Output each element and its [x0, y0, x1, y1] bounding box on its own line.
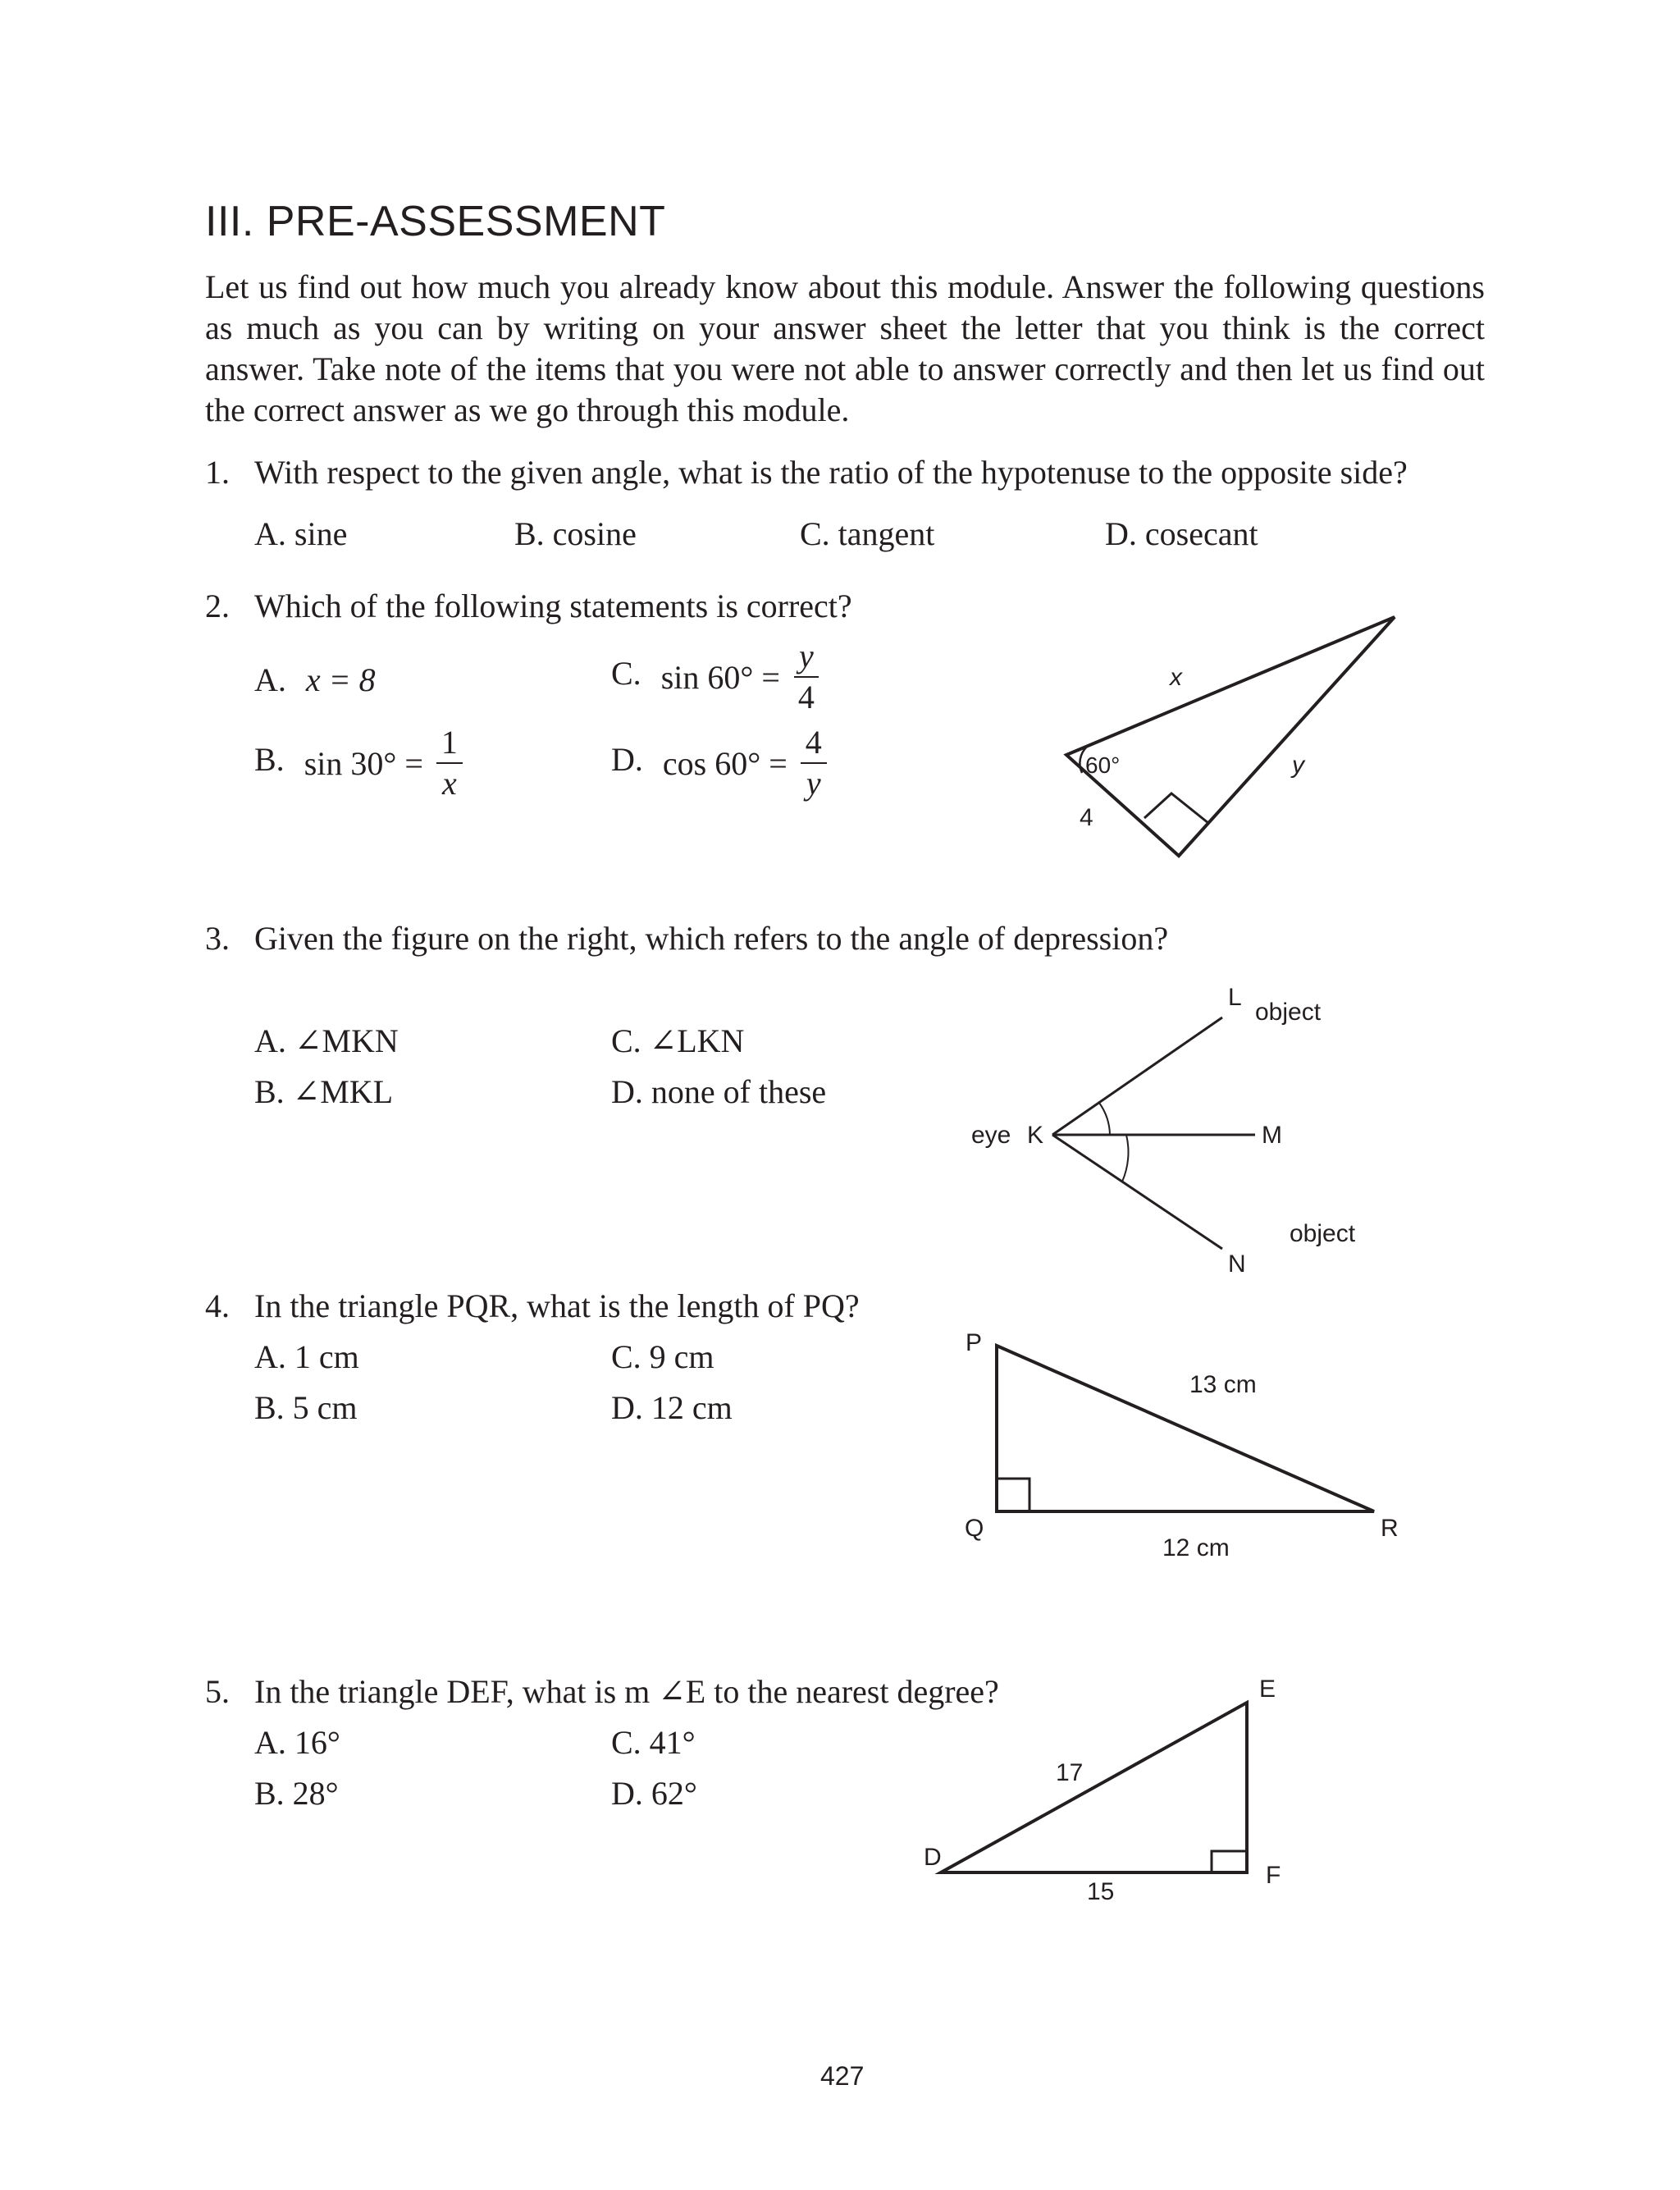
- q2-option-b-letter: B.: [254, 741, 285, 779]
- question-1-text: With respect to the given angle, what is the ratio of the hypotenuse to the opposite side?: [254, 454, 1408, 491]
- q2-option-a-letter: A.: [254, 661, 286, 698]
- question-3-number: 3.: [205, 920, 230, 957]
- q3-label-n: N: [1228, 1250, 1246, 1278]
- q4-label-base: 12 cm: [1162, 1534, 1230, 1561]
- q4-label-p: P: [966, 1329, 983, 1356]
- q2-option-c-letter: C.: [611, 655, 641, 693]
- q4-option-a: A. 1 cm: [254, 1338, 359, 1375]
- q3-line-kn: [1052, 1135, 1222, 1249]
- q2-right-angle-marker: [1144, 793, 1208, 856]
- question-5-number: 5.: [205, 1673, 230, 1710]
- question-5-text: In the triangle DEF, what is m ∠E to the nearest degree?: [254, 1673, 999, 1710]
- q3-option-b: B. ∠MKL: [254, 1073, 394, 1110]
- q4-label-r: R: [1381, 1515, 1399, 1542]
- q5-option-a: A. 16°: [254, 1724, 340, 1761]
- question-4-text: In the triangle PQR, what is the length of PQ?: [254, 1287, 860, 1324]
- q3-label-l: L: [1228, 984, 1242, 1011]
- q3-label-object-bottom: object: [1290, 1220, 1356, 1247]
- q4-option-d: D. 12 cm: [611, 1389, 733, 1426]
- page-number: 427: [820, 2061, 865, 2091]
- q5-option-c: C. 41°: [611, 1724, 696, 1761]
- q5-label-hyp: 17: [1056, 1759, 1084, 1786]
- q2-option-c-denominator: 4: [797, 679, 815, 716]
- q2-option-b-lhs: sin 30° =: [304, 744, 423, 782]
- q4-label-hyp: 13 cm: [1189, 1371, 1257, 1398]
- q3-line-kl: [1052, 1017, 1222, 1135]
- q2-label-60: 60°: [1085, 752, 1121, 778]
- q3-option-d: D. none of these: [611, 1073, 827, 1110]
- q5-figure: [941, 1703, 1247, 1872]
- section-title: III. PRE-ASSESSMENT: [205, 198, 666, 245]
- q4-figure: [997, 1346, 1374, 1511]
- q5-label-f: F: [1266, 1862, 1281, 1889]
- q3-angle-arc-upper: [1099, 1103, 1110, 1135]
- q5-triangle: [941, 1703, 1247, 1872]
- q3-label-object-top: object: [1255, 999, 1322, 1026]
- q2-triangle-figure: [1066, 617, 1395, 856]
- q5-label-base: 15: [1087, 1878, 1115, 1905]
- q5-option-b: B. 28°: [254, 1775, 339, 1812]
- q5-option-d: D. 62°: [611, 1775, 697, 1812]
- q2-option-d-denominator: y: [806, 765, 821, 802]
- q4-right-angle-marker: [997, 1479, 1029, 1511]
- q1-option-a: A. sine: [254, 515, 348, 552]
- q2-option-d-lhs: cos 60° =: [662, 744, 788, 782]
- q3-option-a: A. ∠MKN: [254, 1022, 399, 1059]
- q2-option-b-denominator: x: [442, 765, 457, 802]
- q3-label-m: M: [1262, 1122, 1282, 1149]
- q3-label-k: K: [1027, 1122, 1044, 1149]
- q3-option-c: C. ∠LKN: [611, 1022, 745, 1059]
- q3-angle-arc-lower: [1122, 1135, 1128, 1182]
- q5-label-d: D: [924, 1844, 942, 1871]
- q2-triangle: [1066, 617, 1395, 856]
- q2-label-x: x: [1170, 664, 1182, 691]
- question-2-number: 2.: [205, 588, 230, 624]
- q2-option-d-numerator: 4: [801, 726, 827, 764]
- q2-option-c-numerator: y: [794, 640, 819, 678]
- intro-paragraph: Let us find out how much you already know about this module. Answer the following questions as much as you can by writing on your answer sheet the letter that you think is the correct answer. Take note of the items that you were not able to answer correctly and then let us find out the correct answer as we go through this module.: [205, 268, 1485, 428]
- q3-label-eye: eye: [971, 1122, 1011, 1149]
- q2-label-4: 4: [1080, 804, 1093, 831]
- q1-option-c: C. tangent: [800, 515, 935, 552]
- question-2-text: Which of the following statements is correct?: [254, 588, 852, 624]
- q1-option-b: B. cosine: [514, 515, 637, 552]
- q2-option-c-lhs: sin 60° =: [660, 658, 780, 696]
- q4-triangle: [997, 1346, 1374, 1511]
- question-3-text: Given the figure on the right, which refers to the angle of depression?: [254, 920, 1169, 957]
- q5-right-angle-marker: [1212, 1851, 1247, 1872]
- question-1-number: 1.: [205, 454, 230, 491]
- q4-option-b: B. 5 cm: [254, 1389, 358, 1426]
- q2-label-y: y: [1292, 752, 1304, 779]
- q4-label-q: Q: [965, 1515, 984, 1542]
- question-4-number: 4.: [205, 1287, 230, 1324]
- q2-option-d-letter: D.: [611, 741, 643, 779]
- q4-option-c: C. 9 cm: [611, 1338, 714, 1375]
- q5-label-e: E: [1259, 1676, 1276, 1703]
- q3-figure: [1052, 1017, 1255, 1249]
- q2-option-b-numerator: 1: [436, 726, 463, 764]
- q1-option-d: D. cosecant: [1105, 515, 1258, 552]
- q2-option-a-expr: x = 8: [305, 661, 376, 698]
